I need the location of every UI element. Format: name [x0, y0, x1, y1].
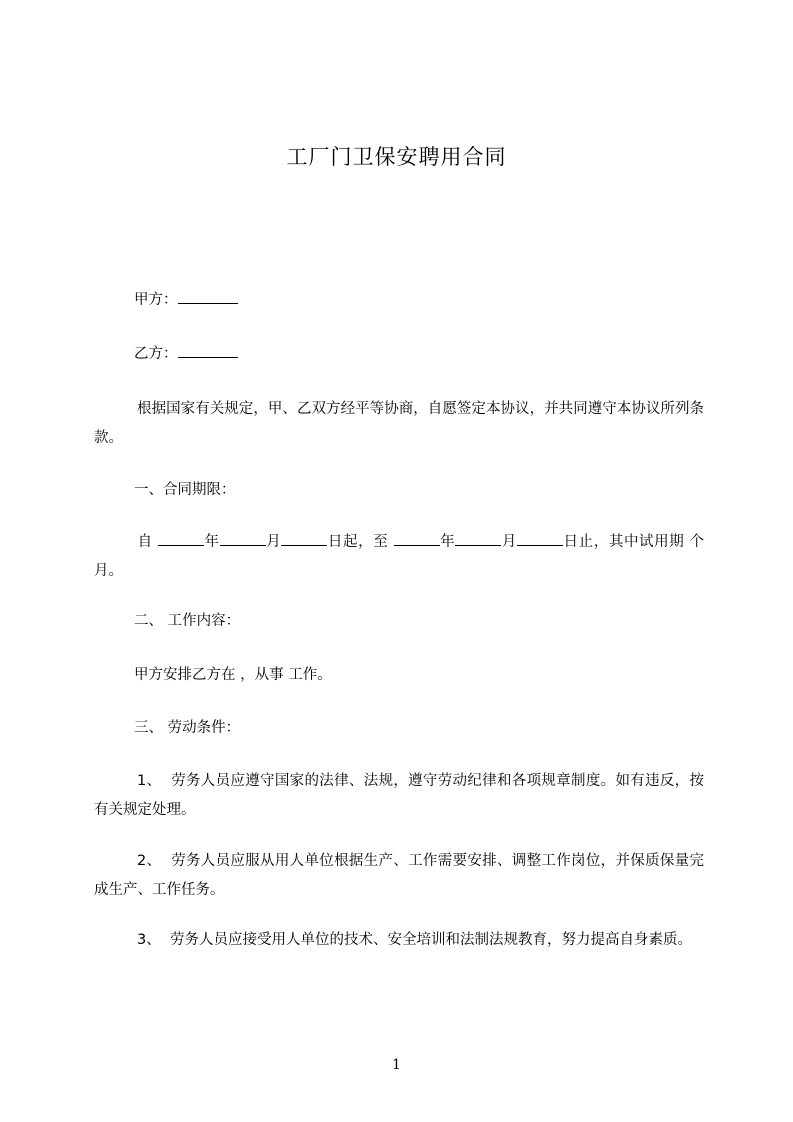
contract-term-paragraph — [94, 528, 704, 586]
page-number: 1 — [392, 1057, 401, 1073]
work-content-paragraph — [94, 661, 704, 690]
condition-2-text: 劳务人员应服从用人单位根据生产、工作需要安排、调整工作岗位，并保质保量完成生产、工作任务。 — [94, 853, 704, 898]
term-month-1: 月 — [265, 534, 282, 550]
condition-1-number: 1、 — [137, 773, 162, 789]
document-title: 工厂门卫保安聘用合同 — [286, 145, 507, 169]
section-3-heading-text: 三、 劳动条件： — [134, 720, 241, 736]
section-3-heading — [94, 714, 704, 743]
end-year-blank — [394, 531, 440, 546]
party-a-label: 甲方： — [134, 292, 178, 308]
intro-text: 根据国家有关规定，甲、乙双方经平等协商，自愿签定本协议，并共同遵守本协议所列条款。 — [94, 401, 704, 446]
term-from: 自 — [137, 534, 153, 550]
section-1-heading-text: 一、合同期限： — [134, 482, 236, 498]
start-day-blank — [281, 531, 327, 546]
condition-item-1 — [94, 767, 704, 825]
party-b-label: 乙方： — [134, 346, 178, 362]
term-month-2: 月 — [501, 534, 517, 550]
condition-item-3 — [94, 926, 704, 955]
party-b-blank — [178, 343, 238, 358]
term-day-1: 日起，至 — [327, 534, 389, 550]
intro-paragraph — [94, 395, 704, 453]
start-month-blank — [220, 531, 266, 546]
start-year-blank — [158, 531, 204, 546]
condition-3-number: 3、 — [137, 932, 161, 948]
condition-1-text: 劳务人员应遵守国家的法律、法规，遵守劳动纪律和各项规章制度。如有违反，按有关规定处理。 — [94, 773, 704, 818]
end-month-blank — [455, 531, 501, 546]
term-year-2: 年 — [439, 534, 456, 550]
party-a-blank — [178, 289, 238, 304]
term-year-1: 年 — [203, 534, 220, 550]
work-content-text: 甲方安排乙方在 ，从事 工作。 — [134, 667, 332, 683]
condition-2-number: 2、 — [137, 853, 162, 869]
party-a-line — [94, 286, 704, 315]
condition-3-text: 劳务人员应接受用人单位的技术、安全培训和法制法规教育，努力提高自身素质。 — [169, 932, 692, 948]
section-2-heading-text: 二、 工作内容： — [134, 613, 241, 629]
end-day-blank — [517, 531, 563, 546]
section-2-heading — [94, 607, 704, 636]
condition-item-2 — [94, 847, 704, 905]
term-day-2: 日止，其中试用期 个月。 — [94, 534, 705, 579]
party-b-line — [94, 340, 704, 369]
section-1-heading — [94, 476, 704, 505]
